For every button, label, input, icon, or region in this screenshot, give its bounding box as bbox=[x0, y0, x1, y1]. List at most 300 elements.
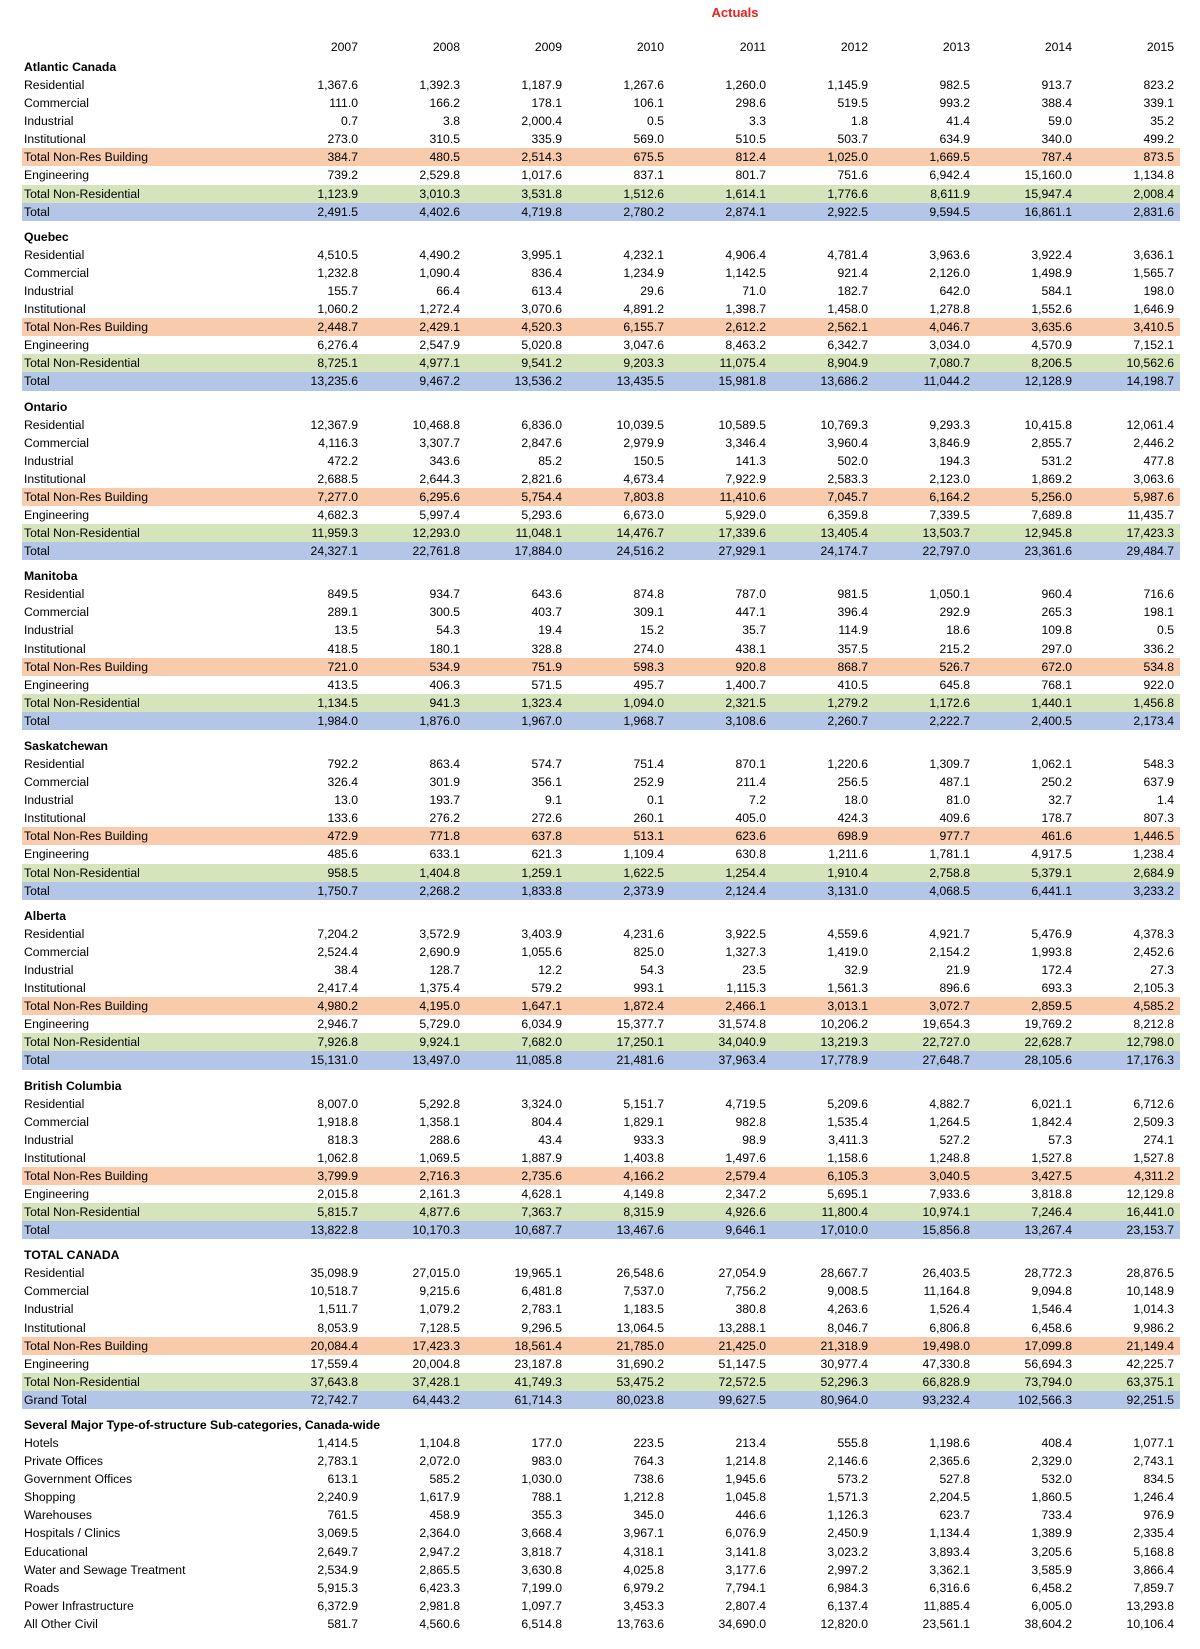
cell-2007: 1,984.0 bbox=[317, 713, 358, 728]
cell-2007: 485.6 bbox=[327, 847, 358, 862]
cell-2010: 0.5 bbox=[647, 114, 664, 129]
cell-2009: 356.1 bbox=[531, 775, 562, 790]
cell-2014: 22,628.7 bbox=[1024, 1035, 1072, 1050]
cell-2013: 47,330.8 bbox=[922, 1356, 970, 1371]
cell-2015: 1,565.7 bbox=[1133, 265, 1174, 280]
cell-2007: 1,134.5 bbox=[317, 695, 358, 710]
cell-2010: 3,967.1 bbox=[623, 1526, 664, 1541]
cell-2007: 613.1 bbox=[327, 1472, 358, 1487]
cell-2011: 447.1 bbox=[735, 605, 766, 620]
table-row bbox=[22, 755, 1180, 773]
cell-2015: 198.0 bbox=[1143, 283, 1174, 298]
cell-2008: 4,977.1 bbox=[419, 356, 460, 371]
cell-2010: 7,803.8 bbox=[623, 489, 664, 504]
cell-2010: 0.1 bbox=[647, 793, 664, 808]
cell-2013: 81.0 bbox=[946, 793, 970, 808]
cell-2012: 13,686.2 bbox=[820, 374, 868, 389]
table-row bbox=[22, 300, 1180, 318]
row-label: Engineering bbox=[24, 507, 90, 522]
cell-2013: 215.2 bbox=[939, 641, 970, 656]
cell-2008: 863.4 bbox=[429, 757, 460, 771]
cell-2008: 301.9 bbox=[429, 775, 460, 790]
table-row bbox=[22, 1337, 1180, 1355]
cell-2008: 1,617.9 bbox=[419, 1490, 460, 1505]
cell-2010: 345.0 bbox=[633, 1508, 664, 1523]
cell-2009: 3,070.6 bbox=[521, 302, 562, 317]
cell-2013: 6,806.8 bbox=[929, 1320, 970, 1335]
cell-2013: 7,339.5 bbox=[929, 507, 970, 522]
cell-2007: 472.2 bbox=[327, 453, 358, 468]
cell-2014: 7,246.4 bbox=[1031, 1205, 1072, 1220]
row-label: Commercial bbox=[24, 1114, 90, 1129]
cell-2008: 4,195.0 bbox=[419, 999, 460, 1014]
cell-2012: 2,450.9 bbox=[827, 1526, 868, 1541]
cell-2015: 1,014.3 bbox=[1133, 1302, 1174, 1317]
cell-2013: 3,963.6 bbox=[929, 247, 970, 262]
table-row bbox=[22, 640, 1180, 658]
cell-2013: 19,498.0 bbox=[922, 1338, 970, 1353]
cell-2008: 10,170.3 bbox=[412, 1223, 460, 1238]
cell-2015: 21,149.4 bbox=[1126, 1338, 1174, 1353]
cell-2011: 1,214.8 bbox=[725, 1454, 766, 1469]
table-row bbox=[22, 809, 1180, 827]
row-label: Institutional bbox=[24, 302, 86, 317]
table-row bbox=[22, 1561, 1180, 1579]
cell-2015: 1,527.8 bbox=[1133, 1150, 1174, 1165]
cell-2011: 1,400.7 bbox=[725, 677, 766, 692]
year-header-spacer bbox=[22, 40, 262, 58]
cell-2015: 2,105.3 bbox=[1133, 981, 1174, 996]
cell-2012: 80,964.0 bbox=[820, 1392, 868, 1407]
cell-2011: 98.9 bbox=[742, 1132, 766, 1147]
cell-2013: 292.9 bbox=[939, 605, 970, 620]
section-ontario bbox=[22, 398, 1180, 561]
cell-2013: 2,126.0 bbox=[929, 265, 970, 280]
cell-2007: 2,946.7 bbox=[317, 1017, 358, 1032]
cell-2012: 1,158.6 bbox=[827, 1150, 868, 1165]
cell-2008: 1,104.8 bbox=[419, 1436, 460, 1450]
cell-2011: 870.1 bbox=[735, 757, 766, 771]
cell-2015: 637.9 bbox=[1143, 775, 1174, 790]
row-label: Industrial bbox=[24, 114, 74, 129]
section-british-columbia bbox=[22, 1077, 1180, 1240]
cell-2015: 1,456.8 bbox=[1133, 695, 1174, 710]
cell-2007: 4,510.5 bbox=[317, 247, 358, 262]
table-row bbox=[22, 470, 1180, 488]
cell-2011: 2,612.2 bbox=[725, 320, 766, 335]
cell-2012: 52,296.3 bbox=[820, 1374, 868, 1389]
cell-2012: 1,126.3 bbox=[827, 1508, 868, 1523]
cell-2015: 10,106.4 bbox=[1126, 1616, 1174, 1631]
cell-2008: 1,392.3 bbox=[419, 78, 460, 92]
row-label: Institutional bbox=[24, 641, 86, 656]
cell-2014: 2,400.5 bbox=[1031, 713, 1072, 728]
cell-2007: 1,232.8 bbox=[317, 265, 358, 280]
cell-2007: 739.2 bbox=[327, 168, 358, 183]
cell-2012: 1,279.2 bbox=[827, 695, 868, 710]
cell-2009: 1,323.4 bbox=[521, 695, 562, 710]
cell-2009: 637.8 bbox=[531, 829, 562, 844]
cell-2010: 31,690.2 bbox=[616, 1356, 664, 1371]
cell-2008: 1,358.1 bbox=[419, 1114, 460, 1129]
cell-2014: 584.1 bbox=[1041, 283, 1072, 298]
cell-2014: 340.0 bbox=[1041, 132, 1072, 147]
cell-2008: 12,293.0 bbox=[412, 526, 460, 541]
cell-2014: 73,794.0 bbox=[1024, 1374, 1072, 1389]
cell-2011: 380.8 bbox=[735, 1302, 766, 1317]
cell-2008: 941.3 bbox=[429, 695, 460, 710]
table-row bbox=[22, 1113, 1180, 1131]
cell-2013: 623.7 bbox=[939, 1508, 970, 1523]
cell-2011: 1,945.6 bbox=[725, 1472, 766, 1487]
cell-2015: 1,446.5 bbox=[1133, 829, 1174, 844]
cell-2013: 1,248.8 bbox=[929, 1150, 970, 1165]
cell-2015: 1,238.4 bbox=[1133, 847, 1174, 862]
row-label: Residential bbox=[24, 1096, 85, 1111]
section-title: Alberta bbox=[24, 908, 66, 923]
cell-2014: 1,869.2 bbox=[1031, 471, 1072, 486]
cell-2015: 27.3 bbox=[1150, 962, 1174, 977]
cell-2011: 34,040.9 bbox=[718, 1035, 766, 1050]
year-header-2015: 2015 bbox=[1146, 40, 1174, 54]
cell-2007: 155.7 bbox=[327, 283, 358, 298]
cell-2014: 6,021.1 bbox=[1031, 1096, 1072, 1111]
row-label: All Other Civil bbox=[24, 1616, 98, 1631]
table-row bbox=[22, 943, 1180, 961]
cell-2008: 406.3 bbox=[429, 677, 460, 692]
cell-2011: 1,497.6 bbox=[725, 1150, 766, 1165]
cell-2012: 357.5 bbox=[837, 641, 868, 656]
cell-2007: 849.5 bbox=[327, 587, 358, 602]
cell-2009: 804.4 bbox=[531, 1114, 562, 1129]
cell-2012: 10,206.2 bbox=[820, 1017, 868, 1032]
cell-2008: 310.5 bbox=[429, 132, 460, 147]
cell-2012: 3,960.4 bbox=[827, 435, 868, 450]
cell-2007: 818.3 bbox=[327, 1132, 358, 1147]
cell-2014: 3,427.5 bbox=[1031, 1168, 1072, 1183]
cell-2014: 5,256.0 bbox=[1031, 489, 1072, 504]
cell-2008: 22,761.8 bbox=[412, 544, 460, 559]
row-label: Engineering bbox=[24, 1186, 90, 1201]
cell-2009: 19.4 bbox=[538, 623, 562, 638]
cell-2007: 1,918.8 bbox=[317, 1114, 358, 1129]
cell-2007: 1,750.7 bbox=[317, 883, 358, 898]
cell-2009: 613.4 bbox=[531, 283, 562, 298]
cell-2011: 1,614.1 bbox=[725, 186, 766, 201]
cell-2008: 9,467.2 bbox=[419, 374, 460, 389]
cell-2012: 6,342.7 bbox=[827, 338, 868, 353]
cell-2008: 64,443.2 bbox=[412, 1392, 460, 1407]
cell-2012: 2,997.2 bbox=[827, 1562, 868, 1577]
row-label: Total Non-Res Building bbox=[24, 659, 148, 674]
cell-2010: 13,763.6 bbox=[616, 1616, 664, 1631]
cell-2007: 13,822.8 bbox=[310, 1223, 358, 1238]
cell-2013: 4,068.5 bbox=[929, 883, 970, 898]
table-row bbox=[22, 452, 1180, 470]
cell-2010: 1,109.4 bbox=[623, 847, 664, 862]
cell-2007: 2,491.5 bbox=[317, 204, 358, 219]
row-label: Total bbox=[24, 713, 50, 728]
cell-2012: 13,405.4 bbox=[820, 526, 868, 541]
cell-2011: 4,719.5 bbox=[725, 1096, 766, 1111]
cell-2009: 85.2 bbox=[538, 453, 562, 468]
table-row bbox=[22, 372, 1180, 390]
cell-2010: 274.0 bbox=[633, 641, 664, 656]
cell-2011: 5,929.0 bbox=[725, 507, 766, 522]
cell-2011: 2,874.1 bbox=[725, 204, 766, 219]
cell-2014: 5,379.1 bbox=[1031, 865, 1072, 880]
table-row bbox=[22, 524, 1180, 542]
cell-2012: 410.5 bbox=[837, 677, 868, 692]
row-label: Government Offices bbox=[24, 1472, 133, 1487]
cell-2008: 633.1 bbox=[429, 847, 460, 862]
cell-2010: 5,151.7 bbox=[623, 1096, 664, 1111]
cell-2007: 2,417.4 bbox=[317, 981, 358, 996]
table-row bbox=[22, 1095, 1180, 1113]
row-label: Total bbox=[24, 1053, 50, 1068]
cell-2010: 1,234.9 bbox=[623, 265, 664, 280]
cell-2014: 1,527.8 bbox=[1031, 1150, 1072, 1165]
cell-2015: 716.6 bbox=[1143, 587, 1174, 602]
section-quebec bbox=[22, 228, 1180, 391]
cell-2007: 581.7 bbox=[327, 1616, 358, 1631]
cell-2014: 461.6 bbox=[1041, 829, 1072, 844]
cell-2012: 6,359.8 bbox=[827, 507, 868, 522]
cell-2015: 28,876.5 bbox=[1126, 1266, 1174, 1281]
cell-2014: 297.0 bbox=[1041, 641, 1072, 656]
cell-2015: 13,293.8 bbox=[1126, 1598, 1174, 1613]
cell-2008: 9,215.6 bbox=[419, 1284, 460, 1299]
cell-2013: 4,882.7 bbox=[929, 1096, 970, 1111]
section-title: Saskatchewan bbox=[24, 739, 109, 753]
cell-2007: 37,643.8 bbox=[310, 1374, 358, 1389]
cell-2015: 14,198.7 bbox=[1126, 374, 1174, 389]
table-row bbox=[22, 1015, 1180, 1033]
cell-2013: 4,921.7 bbox=[929, 926, 970, 941]
cell-2013: 93,232.4 bbox=[922, 1392, 970, 1407]
cell-2007: 13.5 bbox=[334, 623, 358, 638]
actuals-heading-text: Actuals bbox=[711, 5, 759, 20]
cell-2014: 13,267.4 bbox=[1024, 1223, 1072, 1238]
cell-2014: 3,818.8 bbox=[1031, 1186, 1072, 1201]
cell-2011: 11,075.4 bbox=[719, 356, 766, 371]
cell-2014: 28,105.6 bbox=[1024, 1053, 1072, 1068]
cell-2008: 1,375.4 bbox=[419, 981, 460, 996]
section-title: Manitoba bbox=[24, 569, 78, 584]
cell-2011: 2,807.4 bbox=[725, 1598, 766, 1613]
cell-2013: 19,654.3 bbox=[922, 1017, 970, 1032]
cell-2014: 19,769.2 bbox=[1024, 1017, 1072, 1032]
table-row bbox=[22, 130, 1180, 148]
cell-2009: 4,628.1 bbox=[521, 1186, 562, 1201]
cell-2012: 424.3 bbox=[837, 811, 868, 826]
cell-2014: 960.4 bbox=[1041, 587, 1072, 602]
cell-2013: 41.4 bbox=[946, 114, 970, 129]
cell-2007: 958.5 bbox=[327, 865, 358, 880]
cell-2011: 71.0 bbox=[742, 283, 766, 298]
cell-2011: 510.5 bbox=[735, 132, 766, 147]
cell-2009: 3,630.8 bbox=[521, 1562, 562, 1577]
cell-2010: 24,516.2 bbox=[616, 544, 664, 559]
section-title: Ontario bbox=[24, 399, 68, 414]
cell-2009: 272.6 bbox=[531, 811, 562, 826]
cell-2010: 3,453.3 bbox=[623, 1598, 664, 1613]
cell-2010: 4,232.1 bbox=[623, 247, 664, 262]
cell-2007: 35,098.9 bbox=[310, 1266, 358, 1281]
year-header-2009: 2009 bbox=[534, 40, 562, 54]
cell-2010: 26,548.6 bbox=[616, 1266, 664, 1281]
cell-2010: 598.3 bbox=[633, 659, 664, 674]
cell-2009: 355.3 bbox=[531, 1508, 562, 1523]
cell-2010: 17,250.1 bbox=[616, 1035, 664, 1050]
cell-2013: 23,561.1 bbox=[922, 1616, 970, 1631]
cell-2014: 1,440.1 bbox=[1031, 695, 1072, 710]
cell-2011: 7,794.1 bbox=[725, 1580, 766, 1595]
row-label: Total Non-Residential bbox=[24, 1374, 140, 1389]
cell-2008: 585.2 bbox=[429, 1472, 460, 1487]
row-label: Industrial bbox=[24, 623, 74, 638]
cell-2013: 22,727.0 bbox=[922, 1035, 970, 1050]
cell-2007: 4,980.2 bbox=[317, 999, 358, 1014]
cell-2015: 2,335.4 bbox=[1133, 1526, 1174, 1541]
cell-2012: 573.2 bbox=[837, 1472, 868, 1487]
cell-2011: 1,115.3 bbox=[726, 981, 766, 996]
cell-2011: 17,339.6 bbox=[718, 526, 766, 541]
cell-2010: 4,149.8 bbox=[623, 1186, 664, 1201]
cell-2014: 102,566.3 bbox=[1017, 1392, 1072, 1407]
table-row bbox=[22, 1282, 1180, 1300]
cell-2008: 1,079.2 bbox=[419, 1302, 460, 1317]
cell-2013: 7,080.7 bbox=[929, 356, 970, 371]
cell-2011: 2,347.2 bbox=[725, 1186, 766, 1201]
cell-2012: 1,211.6 bbox=[828, 847, 868, 862]
row-label: Institutional bbox=[24, 1320, 86, 1335]
cell-2014: 1,552.6 bbox=[1031, 302, 1072, 317]
cell-2014: 3,922.4 bbox=[1031, 247, 1072, 262]
row-label: Industrial bbox=[24, 1132, 74, 1147]
row-label: Institutional bbox=[24, 471, 86, 486]
table-row bbox=[22, 694, 1180, 712]
cell-2012: 6,984.3 bbox=[827, 1580, 868, 1595]
cell-2011: 141.3 bbox=[735, 453, 766, 468]
cell-2007: 4,682.3 bbox=[317, 507, 358, 522]
year-header-2011: 2011 bbox=[739, 40, 766, 54]
cell-2011: 4,906.4 bbox=[725, 247, 766, 262]
cell-2010: 933.3 bbox=[633, 1132, 664, 1147]
year-header-2012: 2012 bbox=[840, 40, 868, 54]
row-label: Total Non-Residential bbox=[24, 1035, 140, 1050]
cell-2015: 16,441.0 bbox=[1126, 1205, 1174, 1220]
cell-2009: 1,887.9 bbox=[521, 1150, 562, 1165]
cell-2011: 982.8 bbox=[735, 1114, 766, 1129]
cell-2014: 1,993.8 bbox=[1031, 944, 1072, 959]
cell-2011: 298.6 bbox=[735, 96, 766, 111]
cell-2010: 1,094.0 bbox=[623, 695, 664, 710]
cell-2012: 182.7 bbox=[837, 283, 868, 298]
cell-2012: 8,046.7 bbox=[827, 1320, 868, 1335]
cell-2010: 54.3 bbox=[640, 962, 664, 977]
cell-2008: 771.8 bbox=[429, 829, 460, 844]
cell-2007: 6,372.9 bbox=[317, 1598, 358, 1613]
cell-2011: 2,124.4 bbox=[725, 883, 766, 898]
cell-2015: 29,484.7 bbox=[1126, 544, 1174, 559]
cell-2012: 981.5 bbox=[837, 587, 868, 602]
cell-2009: 17,884.0 bbox=[514, 544, 562, 559]
cell-2015: 2,743.1 bbox=[1133, 1454, 1174, 1469]
cell-2013: 11,044.2 bbox=[923, 374, 970, 389]
cell-2011: 10,589.5 bbox=[718, 417, 766, 432]
cell-2012: 10,769.3 bbox=[820, 417, 868, 432]
cell-2007: 2,534.9 bbox=[317, 1562, 358, 1577]
cell-2015: 7,152.1 bbox=[1133, 338, 1174, 353]
row-label: Residential bbox=[24, 78, 85, 92]
cell-2007: 1,062.8 bbox=[317, 1150, 358, 1165]
row-label: Industrial bbox=[24, 283, 74, 298]
cell-2009: 41,749.3 bbox=[514, 1374, 562, 1389]
cell-2014: 2,855.7 bbox=[1031, 435, 1072, 450]
cell-2010: 2,979.9 bbox=[623, 435, 664, 450]
cell-2013: 27,648.7 bbox=[922, 1053, 970, 1068]
cell-2015: 11,435.7 bbox=[1127, 507, 1174, 522]
cell-2011: 27,054.9 bbox=[718, 1266, 766, 1281]
cell-2008: 193.7 bbox=[429, 793, 460, 808]
cell-2010: 513.1 bbox=[633, 829, 664, 844]
cell-2012: 921.4 bbox=[837, 265, 868, 280]
cell-2007: 11,959.3 bbox=[311, 526, 358, 541]
table-row bbox=[22, 318, 1180, 336]
table-row bbox=[22, 979, 1180, 997]
cell-2007: 24,327.1 bbox=[310, 544, 358, 559]
table-row bbox=[22, 336, 1180, 354]
cell-2012: 751.6 bbox=[837, 168, 868, 183]
table-row bbox=[22, 506, 1180, 524]
cell-2013: 526.7 bbox=[939, 659, 970, 674]
cell-2009: 403.7 bbox=[531, 605, 562, 620]
cell-2008: 10,468.8 bbox=[412, 417, 460, 432]
row-label: Commercial bbox=[24, 435, 90, 450]
cell-2009: 178.1 bbox=[531, 96, 562, 111]
table-row bbox=[22, 1355, 1180, 1373]
cell-2008: 480.5 bbox=[429, 150, 460, 165]
cell-2009: 5,754.4 bbox=[521, 489, 562, 504]
row-label: Total Non-Res Building bbox=[24, 489, 148, 504]
cell-2015: 4,311.2 bbox=[1134, 1168, 1174, 1183]
cell-2015: 2,684.9 bbox=[1133, 865, 1174, 880]
cell-2011: 3,177.6 bbox=[725, 1562, 766, 1577]
row-label: Industrial bbox=[24, 453, 74, 468]
cell-2010: 6,155.7 bbox=[623, 320, 664, 335]
cell-2015: 17,423.3 bbox=[1126, 526, 1174, 541]
cell-2009: 788.1 bbox=[531, 1490, 562, 1505]
cell-2012: 1.8 bbox=[851, 114, 868, 129]
cell-2012: 3,411.3 bbox=[828, 1132, 868, 1147]
cell-2013: 3,846.9 bbox=[929, 435, 970, 450]
row-label: Hospitals / Clinics bbox=[24, 1526, 121, 1541]
cell-2009: 621.3 bbox=[531, 847, 562, 862]
cell-2014: 2,859.5 bbox=[1031, 999, 1072, 1014]
cell-2010: 1,183.5 bbox=[623, 1302, 664, 1317]
cell-2008: 5,997.4 bbox=[419, 507, 460, 522]
cell-2007: 7,277.0 bbox=[317, 489, 358, 504]
cell-2013: 11,164.8 bbox=[923, 1284, 970, 1299]
cell-2012: 1,458.0 bbox=[827, 302, 868, 317]
cell-2007: 8,053.9 bbox=[317, 1320, 358, 1335]
cell-2015: 35.2 bbox=[1150, 114, 1174, 129]
cell-2012: 28,667.7 bbox=[820, 1266, 868, 1281]
cell-2011: 405.0 bbox=[735, 811, 766, 826]
cell-2011: 1,045.8 bbox=[725, 1490, 766, 1505]
cell-2013: 4,046.7 bbox=[929, 320, 970, 335]
